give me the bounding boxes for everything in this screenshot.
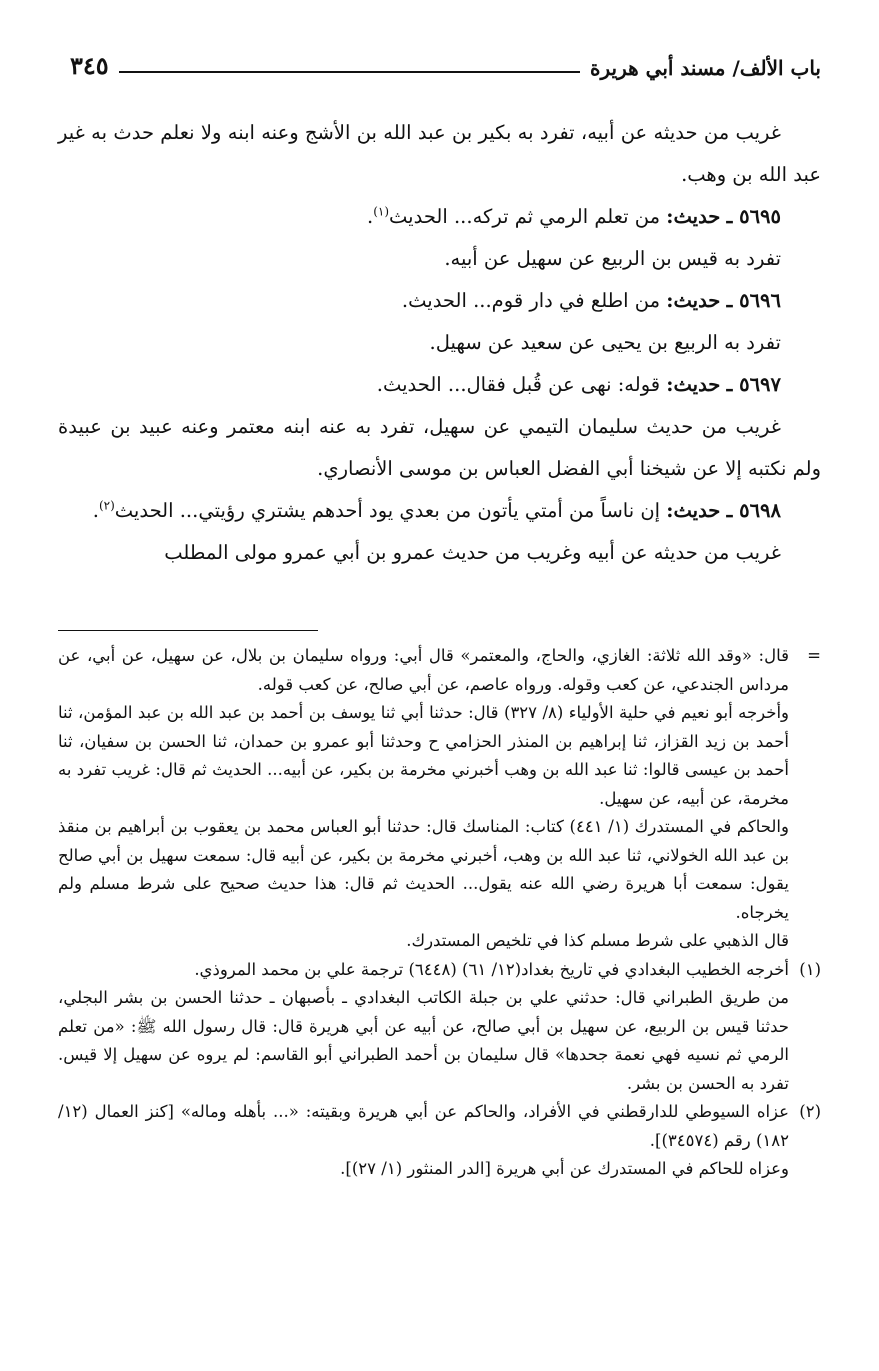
paragraph: تفرد به الربيع بن يحيى عن سعيد عن سهيل. <box>429 331 781 354</box>
paragraph: تفرد به قيس بن الربيع عن سهيل عن أبيه. <box>444 247 781 270</box>
footnotes <box>58 642 821 1184</box>
paragraph: غريب من حديث سليمان التيمي عن سهيل، تفرد به عنه ابنه معتمر وعنه عبيد بن عبيدة ولم نكتبه إلا عن شيخنا أبي الفضل العباس بن موسى الأنصاري. <box>58 415 821 480</box>
hadith-end: . <box>92 499 99 522</box>
footnote-marker: (٢) <box>799 1102 821 1121</box>
footnote-continuation <box>58 642 821 699</box>
page-number: ٣٤٥ <box>70 51 109 80</box>
hadith-text: قوله: نهى عن قُبل فقال... الحديث. <box>376 373 661 396</box>
footnote-2 <box>58 1098 821 1155</box>
footnote-text: قال: «وقد الله ثلاثة: الغازي، والحاج، والمعتمر» قال أبي: ورواه سليمان بن بلال، عن سهيل، عن أبي، عن مرداس الجندعي، عن كعب وقوله. ورواه عاصم، عن أبي صالح، عن كعب قوله. <box>58 646 789 694</box>
hadith-5698 <box>58 490 821 532</box>
hadith-keyword: حديث: <box>666 499 721 522</box>
footnote-text: من طريق الطبراني قال: حدثني علي بن جبلة الكاتب البغدادي ـ بأصبهان ـ حدثنا الحسن بن بشر البجلي، حدثنا قيس بن الربيع، عن سهيل بن أبي صالح، عن أبيه عن أبي هريرة قال: قال رسول الله ﷺ: «من تعلم الرمي ثم نسيه فهي نعمة جحدها» قال سليمان بن أحمد الطبراني أبو القاسم: لم يروه عن سهيل إلا قيس. تفرد به الحسن بن بشر. <box>58 988 789 1093</box>
hadith-keyword: حديث: <box>666 205 721 228</box>
footnote-text: وعزاه للحاكم في المستدرك عن أبي هريرة [الدر المنثور (١/ ٢٧)]. <box>340 1159 789 1178</box>
footnote-text: وأخرجه أبو نعيم في حلية الأولياء (٨/ ٣٢٧) قال: حدثنا أبي ثنا يوسف بن أحمد بن عبد الله بن عبد المؤمن، ثنا أحمد بن زيد القزاز، ثنا إبراهيم بن المنذر الحزامي ح وحدثنا أبو عمرو بن حمدان، ثنا الحسن بن سفيان، ثنا أحمد بن عيسى قالوا: ثنا عبد الله بن وهب أخبرني مخرمة بن بكير، عن أبيه... الحديث ثم قال: غريب تفرد به مخرمة، عن أبيه، عن سهيل. <box>58 703 790 808</box>
paragraph: غريب من حديثه عن أبيه وغريب من حديث عمرو بن أبي عمرو مولى المطلب <box>164 541 781 564</box>
hadith-number: ٥٦٩٦ ـ <box>726 289 781 312</box>
footnote-marker: (١) <box>799 959 821 979</box>
footnote-text: والحاكم في المستدرك (١/ ٤٤١) كتاب: المناسك قال: حدثنا أبو العباس محمد بن يعقوب بن أبراهيم بن منقذ بن عبد الله الخولاني، ثنا عبد الله بن وهب، أخبرني مخرمة بن بكير، عن أبيه قال: سمعت سهيل بن أبي صالح يقول: سمعت أبا هريرة رضي الله عنه يقول... الحديث ثم قال: هذا حديث صحيح على شرط مسلم ولم يخرجاه. <box>58 817 789 922</box>
footnote-ref: (٢) <box>98 498 115 513</box>
main-text <box>58 112 821 574</box>
hadith-keyword: حديث: <box>666 289 721 312</box>
footnote-separator <box>58 630 318 631</box>
hadith-text: من تعلم الرمي ثم تركه... الحديث <box>389 205 661 228</box>
hadith-number: ٥٦٩٨ ـ <box>726 499 781 522</box>
hadith-number: ٥٦٩٥ ـ <box>726 205 781 228</box>
hadith-text: إن ناساً من أمتي يأتون من بعدي يود أحدهم يشتري رؤيتي... الحديث <box>114 499 661 522</box>
footnote-text: أخرجه الخطيب البغدادي في تاريخ بغداد(١٢/ ٦١) (٦٤٤٨) ترجمة علي بن محمد المروذي. <box>194 959 789 979</box>
continuation-marker: = <box>807 646 821 665</box>
footnote-ref: (١) <box>373 204 390 219</box>
hadith-end: . <box>367 205 374 228</box>
footnote-1 <box>58 956 821 985</box>
hadith-number: ٥٦٩٧ ـ <box>726 373 781 396</box>
hadith-text: من اطلع في دار قوم... الحديث. <box>401 289 661 312</box>
hadith-keyword: حديث: <box>666 373 721 396</box>
hadith-5696 <box>58 280 821 322</box>
paragraph: غريب من حديثه عن أبيه، تفرد به بكير بن عبد الله بن الأشج وعنه ابنه ولا نعلم حدث به غير عبد الله بن وهب. <box>58 121 821 186</box>
chapter-title: باب الألف/ مسند أبي هريرة <box>590 56 821 80</box>
footnote-text: عزاه السيوطي للدارقطني في الأفراد، والحاكم عن أبي هريرة وبقيته: «... بأهله وماله» [كنز العمال (١٢/ ١٨٢) رقم (٣٤٥٧٤)]. <box>58 1102 789 1150</box>
running-header <box>70 40 821 80</box>
hadith-5697 <box>58 364 821 406</box>
footnote-text: قال الذهبي على شرط مسلم كذا في تلخيص المستدرك. <box>406 931 789 950</box>
hadith-5695 <box>58 196 821 238</box>
header-rule <box>119 71 580 73</box>
